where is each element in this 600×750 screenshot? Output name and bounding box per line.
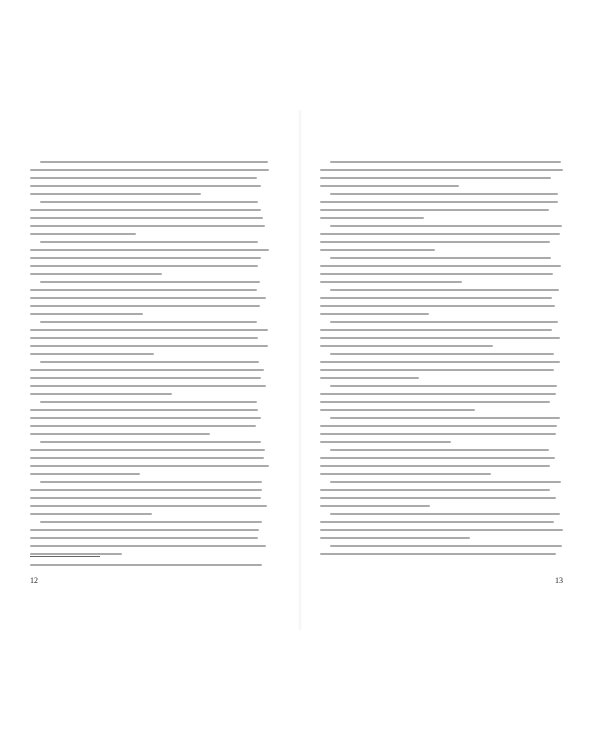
text-line	[30, 353, 154, 355]
text-line	[30, 449, 265, 451]
text-line	[320, 313, 429, 315]
right-page	[300, 0, 600, 750]
text-line	[320, 529, 563, 531]
text-line	[30, 225, 265, 227]
text-line	[30, 217, 263, 219]
text-line	[320, 393, 556, 395]
text-line	[30, 393, 172, 395]
text-line	[30, 465, 269, 467]
text-line	[320, 369, 554, 371]
text-line	[30, 169, 269, 171]
text-line	[320, 281, 462, 283]
text-line	[320, 201, 558, 203]
text-line	[330, 289, 559, 291]
page-number-left: 12	[30, 576, 38, 585]
text-line	[320, 473, 491, 475]
text-line	[330, 545, 562, 547]
text-line	[30, 265, 258, 267]
text-line	[30, 505, 267, 507]
text-line	[30, 185, 261, 187]
text-line	[320, 521, 554, 523]
text-line	[30, 545, 266, 547]
text-line	[30, 553, 122, 555]
page-number-right: 13	[555, 576, 563, 585]
text-line	[330, 193, 558, 195]
text-line	[30, 305, 260, 307]
text-line	[320, 273, 553, 275]
text-line	[320, 409, 475, 411]
text-line	[30, 409, 258, 411]
text-line	[330, 225, 562, 227]
text-line	[30, 489, 262, 491]
text-line	[320, 553, 556, 555]
text-line	[320, 305, 555, 307]
text-line	[320, 505, 430, 507]
text-line	[30, 457, 264, 459]
footnote-rule	[30, 556, 100, 557]
text-line	[40, 481, 262, 483]
text-line	[320, 329, 552, 331]
text-line	[320, 297, 552, 299]
text-line	[320, 209, 549, 211]
text-line	[40, 361, 259, 363]
text-line	[40, 401, 257, 403]
text-line	[330, 513, 560, 515]
text-line	[320, 457, 555, 459]
text-line	[320, 233, 560, 235]
text-line	[30, 537, 258, 539]
text-line	[30, 497, 261, 499]
text-line	[30, 177, 257, 179]
text-line	[330, 417, 560, 419]
gutter	[298, 110, 302, 630]
text-line	[30, 564, 262, 566]
text-line	[320, 249, 435, 251]
text-line	[330, 161, 561, 163]
text-line	[40, 441, 261, 443]
left-page-footnote	[30, 561, 270, 571]
text-line	[30, 385, 266, 387]
left-page-body-text	[30, 158, 270, 558]
text-line	[320, 489, 550, 491]
text-line	[30, 297, 266, 299]
text-line	[320, 177, 551, 179]
text-line	[330, 257, 551, 259]
text-line	[30, 473, 140, 475]
text-line	[30, 249, 269, 251]
text-line	[30, 337, 258, 339]
text-line	[30, 369, 264, 371]
text-line	[30, 433, 210, 435]
text-line	[40, 521, 262, 523]
text-line	[40, 201, 258, 203]
text-line	[320, 425, 557, 427]
text-line	[320, 169, 563, 171]
text-line	[330, 481, 561, 483]
text-line	[320, 537, 470, 539]
text-line	[320, 465, 550, 467]
text-line	[320, 241, 550, 243]
text-line	[40, 161, 268, 163]
text-line	[320, 433, 556, 435]
text-line	[30, 425, 256, 427]
text-line	[320, 401, 550, 403]
text-line	[30, 417, 261, 419]
text-line	[30, 193, 201, 195]
text-line	[30, 313, 143, 315]
text-line	[320, 345, 493, 347]
text-line	[320, 377, 419, 379]
text-line	[30, 209, 261, 211]
text-line	[40, 281, 260, 283]
text-line	[320, 185, 459, 187]
text-line	[330, 449, 549, 451]
text-line	[30, 377, 261, 379]
text-line	[40, 321, 257, 323]
text-line	[30, 345, 268, 347]
text-line	[320, 441, 451, 443]
text-line	[330, 353, 554, 355]
text-line	[30, 257, 261, 259]
text-line	[330, 321, 558, 323]
right-page-body-text	[320, 158, 563, 558]
text-line	[320, 337, 560, 339]
text-line	[320, 361, 560, 363]
text-line	[30, 233, 136, 235]
text-line	[30, 513, 152, 515]
text-line	[320, 497, 556, 499]
text-line	[30, 289, 257, 291]
text-line	[30, 529, 259, 531]
text-line	[30, 273, 162, 275]
text-line	[320, 265, 561, 267]
text-line	[30, 329, 268, 331]
text-line	[40, 241, 258, 243]
text-line	[320, 217, 424, 219]
text-line	[330, 385, 557, 387]
